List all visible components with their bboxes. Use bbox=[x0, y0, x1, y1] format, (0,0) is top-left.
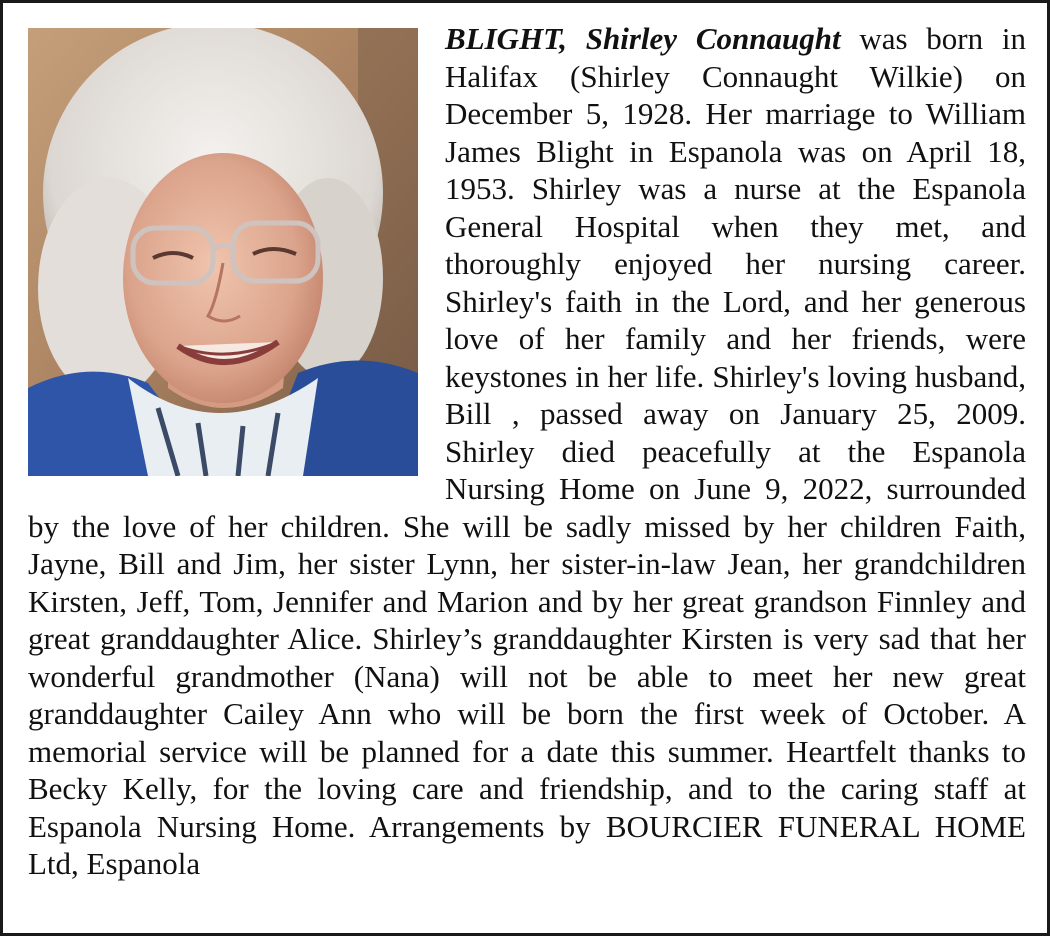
photo-wrap-spacer bbox=[28, 20, 445, 506]
funeral-home-arrangements: Arrangements by BOURCIER FUNERAL HOME Ltd, Espanola bbox=[28, 808, 1026, 881]
obituary-body: was born in Halifax (Shirley Connaught Wilkie) on December 5, 1928. Her marriage to William James Blight in Espanola was on April 18, 1953. Shirley was a nurse at the Espanola General Hospital when they met, and thoroughly enjoyed her nursing career. Shirley's faith in the Lord, and her generous love of her family and her friends, were keystones in her life. Shirley's loving husband, Bill , passed away on January 25, 2009. Shirley died peacefully at the Espanola Nursing Home on June 9, 2022, surrounded by the love of her children. She will be sadly missed by her children Faith, Jayne, Bill and Jim, her sister Lynn, her sister-in-law Jean, her grandchildren Kirsten, Jeff, Tom, Jennifer and Marion and by her great grandson Finnley and great granddaughter Alice. Shirley’s granddaughter Kirsten is very sad that her wonderful grandmother (Nana) will not be able to meet her new great granddaughter Cailey Ann who will be born the first week of October. A memorial service will be planned for a date this summer. Heartfelt thanks to Becky Kelly, for the loving care and friendship, and to the caring staff at Espanola Nursing Home. bbox=[28, 21, 1026, 844]
deceased-name: BLIGHT, Shirley Connaught bbox=[445, 21, 841, 56]
obituary-text bbox=[28, 20, 1026, 883]
